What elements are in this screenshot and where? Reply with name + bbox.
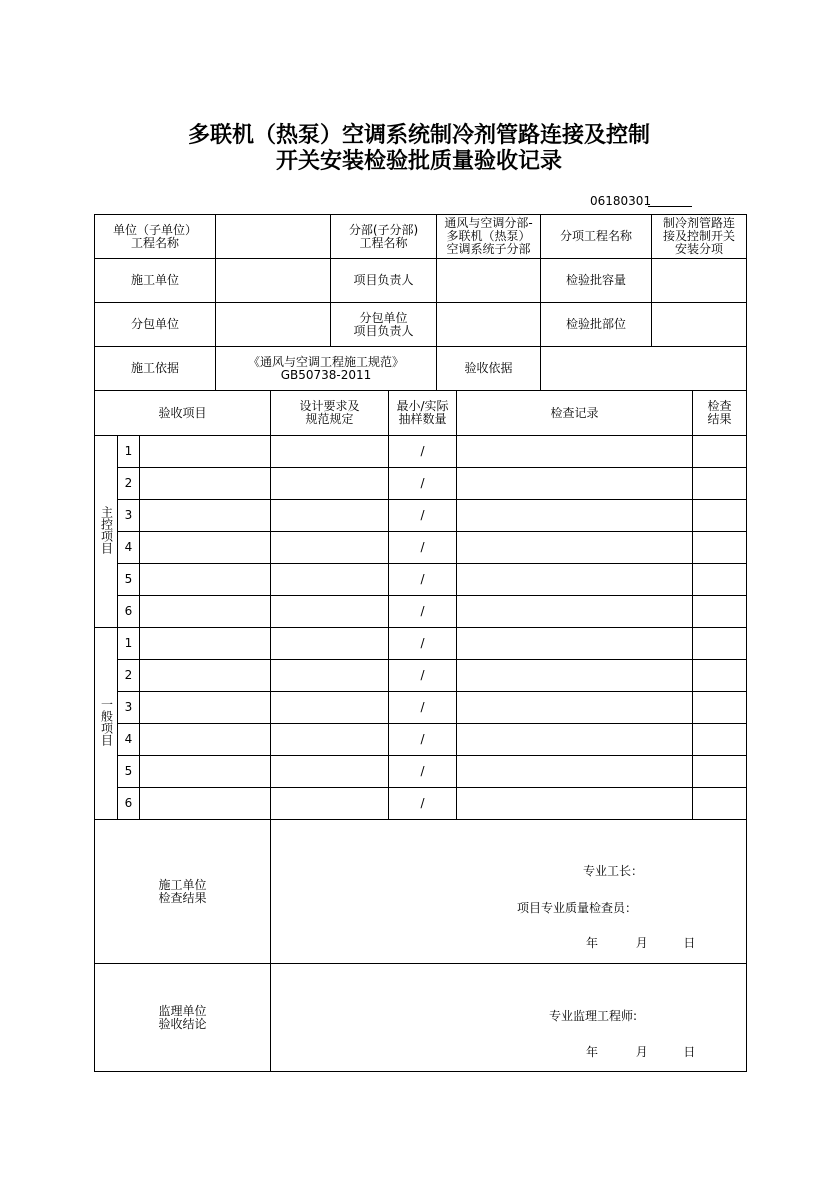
- year-label: 年: [586, 1045, 599, 1059]
- row-number: 1: [118, 436, 140, 468]
- year-label: 年: [586, 936, 599, 950]
- acceptance-basis-label: 验收依据: [437, 347, 541, 391]
- design-cell[interactable]: [271, 532, 389, 564]
- construction-date: [586, 937, 695, 950]
- row-number: 6: [118, 596, 140, 628]
- sub-manager-label: 分包单位 项目负责人: [331, 303, 437, 347]
- sample-cell[interactable]: /: [389, 596, 457, 628]
- row-number: 2: [118, 468, 140, 500]
- design-cell[interactable]: [271, 756, 389, 788]
- result-cell[interactable]: [693, 724, 747, 756]
- col-header-design: 设计要求及 规范规定: [271, 391, 389, 436]
- table-row: [95, 532, 747, 564]
- day-label: 日: [683, 1045, 696, 1059]
- item-cell[interactable]: [140, 500, 271, 532]
- table-row: [95, 660, 747, 692]
- design-cell[interactable]: [271, 596, 389, 628]
- record-cell[interactable]: [457, 564, 693, 596]
- construction-check-sign-area[interactable]: [271, 820, 747, 964]
- subitem-value[interactable]: 制冷剂管路连 接及控制开关 安装分项: [652, 215, 747, 259]
- supervision-sign-area[interactable]: [271, 964, 747, 1072]
- result-cell[interactable]: [693, 532, 747, 564]
- batch-location-value[interactable]: [652, 303, 747, 347]
- sample-cell[interactable]: /: [389, 468, 457, 500]
- form-code: 06180301: [590, 194, 652, 208]
- item-cell[interactable]: [140, 692, 271, 724]
- record-cell[interactable]: [457, 788, 693, 820]
- table-row: [95, 724, 747, 756]
- design-cell[interactable]: [271, 724, 389, 756]
- row-number: 3: [118, 500, 140, 532]
- sample-cell[interactable]: /: [389, 692, 457, 724]
- table-row: [95, 436, 747, 468]
- sample-cell[interactable]: /: [389, 788, 457, 820]
- table-row: [95, 468, 747, 500]
- item-cell[interactable]: [140, 756, 271, 788]
- record-cell[interactable]: [457, 724, 693, 756]
- form-title-line2: 开关安装检验批质量验收记录: [275, 148, 562, 174]
- items-table: [94, 390, 747, 1072]
- supervision-row: [95, 964, 747, 1072]
- row-number: 1: [118, 628, 140, 660]
- design-cell[interactable]: [271, 628, 389, 660]
- batch-location-label: 检验批部位: [541, 303, 652, 347]
- sub-manager-value[interactable]: [437, 303, 541, 347]
- result-cell[interactable]: [693, 564, 747, 596]
- table-row: [95, 500, 747, 532]
- batch-capacity-label: 检验批容量: [541, 259, 652, 303]
- record-cell[interactable]: [457, 628, 693, 660]
- item-cell[interactable]: [140, 468, 271, 500]
- division-label: 分部(子分部) 工程名称: [331, 215, 437, 259]
- table-row: [95, 788, 747, 820]
- row-number: 5: [118, 756, 140, 788]
- record-cell[interactable]: [457, 468, 693, 500]
- sample-cell[interactable]: /: [389, 564, 457, 596]
- header-table: [94, 214, 747, 391]
- result-cell[interactable]: [693, 788, 747, 820]
- record-cell[interactable]: [457, 596, 693, 628]
- sample-cell[interactable]: /: [389, 756, 457, 788]
- design-cell[interactable]: [271, 500, 389, 532]
- table-row: [95, 564, 747, 596]
- row-number: 6: [118, 788, 140, 820]
- supervision-date: [586, 1046, 695, 1059]
- item-cell[interactable]: [140, 660, 271, 692]
- result-cell[interactable]: [693, 468, 747, 500]
- table-row: [95, 628, 747, 660]
- acceptance-basis-value[interactable]: [541, 347, 747, 391]
- result-cell[interactable]: [693, 628, 747, 660]
- month-label: 月: [635, 936, 648, 950]
- constructor-label: 施工单位: [95, 259, 216, 303]
- design-cell[interactable]: [271, 788, 389, 820]
- table-row: [95, 692, 747, 724]
- result-cell[interactable]: [693, 692, 747, 724]
- record-cell[interactable]: [457, 532, 693, 564]
- row-number: 4: [118, 724, 140, 756]
- project-manager-value[interactable]: [437, 259, 541, 303]
- item-cell[interactable]: [140, 628, 271, 660]
- design-cell[interactable]: [271, 660, 389, 692]
- col-header-item: 验收项目: [95, 391, 271, 436]
- item-cell[interactable]: [140, 532, 271, 564]
- day-label: 日: [683, 936, 696, 950]
- sample-cell[interactable]: /: [389, 500, 457, 532]
- sample-cell[interactable]: /: [389, 436, 457, 468]
- division-value[interactable]: 通风与空调分部- 多联机（热泵） 空调系统子分部: [437, 215, 541, 259]
- construction-basis-label: 施工依据: [95, 347, 216, 391]
- column-header-row: [95, 391, 747, 436]
- sample-cell[interactable]: /: [389, 660, 457, 692]
- record-cell[interactable]: [457, 756, 693, 788]
- subitem-label: 分项工程名称: [541, 215, 652, 259]
- quality-inspector-label: 项目专业质量检查员：: [517, 901, 638, 915]
- subcontractor-value[interactable]: [216, 303, 331, 347]
- construction-check-label: 施工单位 检查结果: [95, 820, 271, 964]
- item-cell[interactable]: [140, 564, 271, 596]
- unit-project-value[interactable]: [216, 215, 331, 259]
- col-header-result: 检查 结果: [693, 391, 747, 436]
- construction-check-row: [95, 820, 747, 964]
- design-cell[interactable]: [271, 564, 389, 596]
- supervising-engineer-label: 专业监理工程师:: [549, 1009, 638, 1023]
- result-cell[interactable]: [693, 660, 747, 692]
- unit-project-label: 单位（子单位） 工程名称: [95, 215, 216, 259]
- general-items-label: 一般项目: [95, 628, 118, 820]
- table-row: [95, 756, 747, 788]
- col-header-sample: 最小/实际 抽样数量: [389, 391, 457, 436]
- sample-cell[interactable]: /: [389, 628, 457, 660]
- supervision-label: 监理单位 验收结论: [95, 964, 271, 1072]
- row-number: 5: [118, 564, 140, 596]
- result-cell[interactable]: [693, 500, 747, 532]
- form-code-underline: [648, 206, 692, 207]
- record-cell[interactable]: [457, 660, 693, 692]
- batch-capacity-value[interactable]: [652, 259, 747, 303]
- design-cell[interactable]: [271, 436, 389, 468]
- subcontractor-label: 分包单位: [95, 303, 216, 347]
- form-title-line1: 多联机（热泵）空调系统制冷剂管路连接及控制: [187, 122, 650, 148]
- row-number: 3: [118, 692, 140, 724]
- result-cell[interactable]: [693, 596, 747, 628]
- foreman-label: 专业工长：: [583, 864, 644, 878]
- constructor-value[interactable]: [216, 259, 331, 303]
- col-header-record: 检查记录: [457, 391, 693, 436]
- record-cell[interactable]: [457, 500, 693, 532]
- table-row: [95, 596, 747, 628]
- sample-cell[interactable]: /: [389, 724, 457, 756]
- result-cell[interactable]: [693, 436, 747, 468]
- item-cell[interactable]: [140, 788, 271, 820]
- record-cell[interactable]: [457, 692, 693, 724]
- construction-basis-value: 《通风与空调工程施工规范》 GB50738-2011: [216, 347, 437, 391]
- item-cell[interactable]: [140, 724, 271, 756]
- project-manager-label: 项目负责人: [331, 259, 437, 303]
- result-cell[interactable]: [693, 756, 747, 788]
- sample-cell[interactable]: /: [389, 532, 457, 564]
- design-cell[interactable]: [271, 468, 389, 500]
- month-label: 月: [635, 1045, 648, 1059]
- row-number: 4: [118, 532, 140, 564]
- row-number: 2: [118, 660, 140, 692]
- main-items-label: 主控项目: [95, 436, 118, 628]
- item-cell[interactable]: [140, 596, 271, 628]
- item-cell[interactable]: [140, 436, 271, 468]
- design-cell[interactable]: [271, 692, 389, 724]
- record-cell[interactable]: [457, 436, 693, 468]
